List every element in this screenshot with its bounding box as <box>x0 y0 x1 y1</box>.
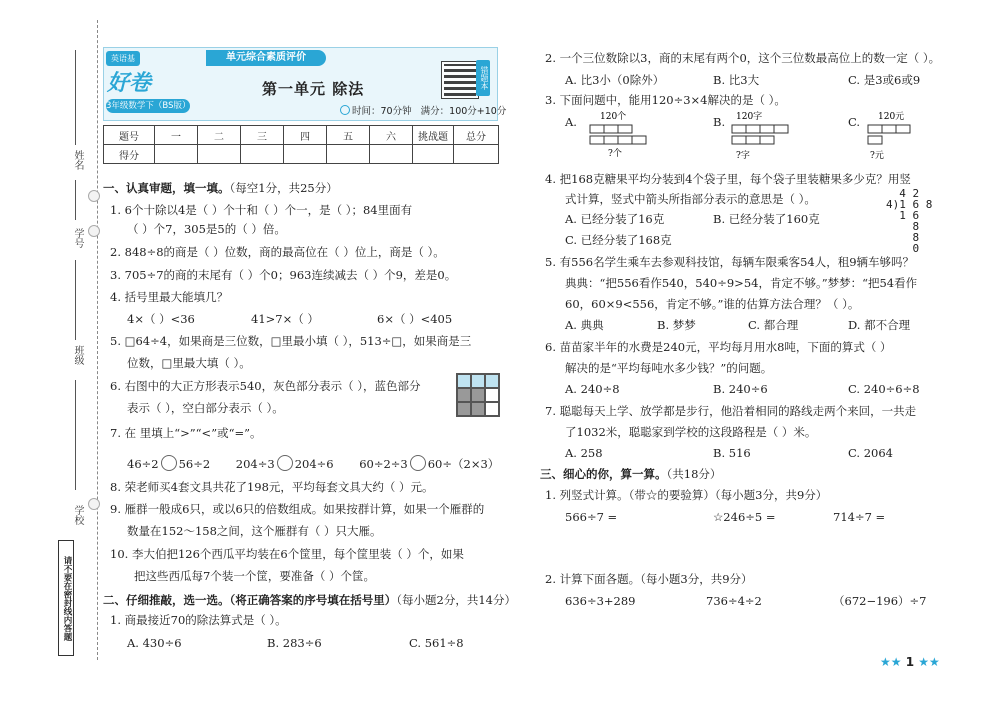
page-number-text: 1 <box>905 655 915 669</box>
section-3-heading <box>540 466 721 482</box>
choice-1-option-c: C. 561÷8 <box>409 636 464 650</box>
question-9b: 数量在152～158之间，这个雁群有（ ）只大雁。 <box>127 524 382 538</box>
clock-icon <box>340 105 350 115</box>
grid-cell-gray <box>457 388 471 402</box>
square-grid-figure <box>456 373 500 417</box>
score-input-cell[interactable] <box>454 145 499 164</box>
table-cell: 题号 <box>104 126 155 145</box>
grade-badge: 3年级数学下（BS版） <box>106 101 191 111</box>
score-table-header-row <box>104 126 499 145</box>
section-1-heading <box>103 180 338 196</box>
name-label: 姓名 <box>72 150 83 170</box>
grid-cell-blue <box>471 374 485 388</box>
class-line <box>75 380 76 490</box>
question-4c: 6×（ ）<405 <box>377 312 453 326</box>
compare-left: 60÷2÷3 <box>359 457 408 471</box>
score-input-cell[interactable] <box>241 145 284 164</box>
bar-diagram-top-label: 120个 <box>600 112 627 122</box>
section-title: 一、认真审题，填一填。 <box>103 181 230 195</box>
choice-3-option-b: B. <box>713 115 726 129</box>
seal-note: 请不要在密封线内答题 <box>58 540 74 656</box>
score-input-cell[interactable] <box>198 145 241 164</box>
long-division-line: 8 <box>886 231 920 244</box>
grid-cell-white <box>485 388 499 402</box>
section-note: （每空1分，共25分） <box>229 181 338 195</box>
score-input-cell[interactable] <box>155 145 198 164</box>
choice-7a: 7. 聪聪每天上学、放学都是步行，他沿着相同的路线走两个来回，一共走 <box>545 404 917 418</box>
grid-cell-blue <box>485 374 499 388</box>
choice-2: 2. 一个三位数除以3，商的末尾有两个0，这个三位数最高位上的数一定（ ）。 <box>545 51 941 65</box>
compare-circle[interactable] <box>161 455 177 471</box>
compare-left: 204÷3 <box>235 457 275 471</box>
section-note: （每小题2分，共14分） <box>396 593 516 607</box>
table-cell: 四 <box>284 126 327 145</box>
question-7-compare-row <box>127 455 499 471</box>
choice-5-option-c: C. 都合理 <box>748 318 799 332</box>
long-division-line: 8 <box>886 220 920 233</box>
problem-1b: ☆246÷5 = <box>713 510 776 524</box>
class-label: 班级 <box>72 345 83 365</box>
compare-right: 60÷（2×3） <box>427 457 500 471</box>
compare-right: 56÷2 <box>178 457 211 471</box>
evaluation-banner: 单元综合素质评价 <box>206 50 326 66</box>
binding-hole <box>88 498 100 510</box>
long-division-line: 4 2 <box>886 187 920 200</box>
section-2-heading <box>103 592 516 608</box>
choice-5a: 5. 有556名学生乘车去参观科技馆，每辆车限乘客54人，租9辆车够吗？ <box>545 255 915 269</box>
section-note: （共18分） <box>666 467 722 481</box>
grid-cell-gray <box>471 402 485 416</box>
table-cell: 一 <box>155 126 198 145</box>
time-text: 时间：70分钟 <box>352 106 412 117</box>
choice-6b: 解决的是“平均每吨水多少钱？”的问题。 <box>565 361 773 375</box>
score-input-cell[interactable] <box>370 145 413 164</box>
grid-cell-white <box>485 402 499 416</box>
question-7: 7. 在 里填上“>”“<”或“=”。 <box>110 426 262 440</box>
question-3: 3. 705÷7的商的末尾有（ ）个0；963连续减去（ ）个9，差是0。 <box>110 268 457 282</box>
choice-4b: 式计算，竖式中箭头所指部分表示的意思是（ ）。 <box>565 192 816 206</box>
problem-1: 1. 列竖式计算。（带☆的要验算）（每小题3分，共9分） <box>545 488 828 502</box>
page-number <box>880 655 940 669</box>
star-icon: ★★ <box>880 655 902 669</box>
section-title: 三、细心的你，算一算。 <box>540 467 667 481</box>
section-title: 二、仔细推敲，选一选。（将正确答案的序号填在括号里） <box>103 593 397 607</box>
table-cell: 二 <box>198 126 241 145</box>
bar-diagram-b <box>730 108 806 163</box>
grid-cell-gray <box>457 402 471 416</box>
choice-7-option-a: A. 258 <box>565 446 603 460</box>
score-input-cell[interactable] <box>327 145 370 164</box>
choice-6-option-b: B. 240÷6 <box>713 382 768 396</box>
choice-2-option-b: B. 比3大 <box>713 73 760 87</box>
choice-4-option-a: A. 已经分装了16克 <box>565 212 665 226</box>
binding-hole <box>88 190 100 202</box>
compare-circle[interactable] <box>277 455 293 471</box>
question-8: 8. 荣老师买4套文具共花了198元，平均每套文具大约（ ）元。 <box>110 480 434 494</box>
table-cell: 五 <box>327 126 370 145</box>
compare-right: 204÷6 <box>294 457 334 471</box>
grid-cell-blue <box>457 374 471 388</box>
binding-hole <box>88 225 100 237</box>
student-no-label: 学号 <box>72 228 83 248</box>
choice-5c: 60，60×9<556，肯定不够。”谁的估算方法合理？（ ）。 <box>565 297 860 311</box>
choice-6a: 6. 苗苗家半年的水费是240元，平均每月用水8吨，下面的算式（ ） <box>545 340 892 354</box>
table-cell: 挑战题 <box>413 126 454 145</box>
long-division-line: 1 6 <box>886 209 920 222</box>
long-division <box>886 188 932 254</box>
question-4b: 41>7×（ ） <box>251 312 319 326</box>
choice-1: 1. 商最接近70的除法算式是（ ）。 <box>110 613 287 627</box>
grid-cell-gray <box>471 388 485 402</box>
question-10b: 把这些西瓜每7个装一个筐，要准备（ ）个筐。 <box>134 569 375 583</box>
star-icon: ★★ <box>918 655 940 669</box>
unit-title: 第一单元 除法 <box>262 80 365 98</box>
choice-5-option-d: D. 都不合理 <box>848 318 911 332</box>
bar-diagram-bottom-label: ?字 <box>736 151 750 161</box>
question-4a: 4×（ ）<36 <box>127 312 195 326</box>
choice-4-option-b: B. 已经分装了160克 <box>713 212 820 226</box>
choice-7-option-c: C. 2064 <box>848 446 893 460</box>
question-1b: （ ）个7，305是5的（ ）倍。 <box>127 222 286 236</box>
problem-2: 2. 计算下面各题。（每小题3分，共9分） <box>545 572 753 586</box>
score-input-cell[interactable] <box>284 145 327 164</box>
question-9a: 9. 雁群一般成6只，或以6只的倍数组成。如果按群计算，如果一个雁群的 <box>110 502 485 516</box>
bar-diagram-bottom-label: ?元 <box>870 151 884 161</box>
score-total: 满分：100分+10分 <box>420 106 507 117</box>
question-6a: 6. 右图中的大正方形表示540，灰色部分表示（ ），蓝色部分 <box>110 379 421 393</box>
bar-diagram-bottom-label: ?个 <box>608 149 622 158</box>
long-division-line: 0 <box>886 242 920 255</box>
problem-2c: （672−196）÷7 <box>833 594 927 608</box>
school-label: 学校 <box>72 505 83 525</box>
question-10a: 10. 李大伯把126个西瓜平均装在6个筐里，每个筐里装（ ）个，如果 <box>110 547 464 561</box>
question-4: 4. 括号里最大能填几？ <box>110 290 229 304</box>
publisher-badge: 英语基 <box>106 51 140 66</box>
bar-diagram-a <box>588 108 664 158</box>
problem-2a: 636÷3+289 <box>565 594 636 608</box>
choice-6-option-c: C. 240÷6÷8 <box>848 382 920 396</box>
qr-code-icon <box>442 62 478 98</box>
choice-4a: 4. 把168克糖果平均分装到4个袋子里，每个袋子里装糖果多少克？用竖 <box>545 172 911 186</box>
time-info <box>340 103 506 117</box>
choice-7-option-b: B. 516 <box>713 446 751 460</box>
choice-1-option-b: B. 283÷6 <box>267 636 322 650</box>
bar-diagram-top-label: 120元 <box>878 112 905 122</box>
bar-diagram-top-label: 120字 <box>736 112 763 122</box>
choice-2-option-c: C. 是3或6或9 <box>848 73 921 87</box>
name-line-2 <box>75 180 76 220</box>
bar-diagram-c <box>866 108 942 163</box>
choice-7b: 了1032米，聪聪家到学校的这段路程是（ ）米。 <box>565 425 817 439</box>
choice-3-option-c: C. <box>848 115 861 129</box>
choice-5b: 典典：“把556看作540，540÷9>54，肯定不够。”梦梦：“把54看作 <box>565 276 918 290</box>
table-cell: 六 <box>370 126 413 145</box>
choice-1-option-a: A. 430÷6 <box>127 636 182 650</box>
long-division-line: 4)1 6 8 <box>886 198 933 211</box>
problem-1a: 566÷7 = <box>565 510 618 524</box>
problem-2b: 736÷4÷2 <box>706 594 762 608</box>
question-5b: 位数，□里最大填（ ）。 <box>127 356 251 370</box>
compare-left: 46÷2 <box>127 457 159 471</box>
table-cell: 三 <box>241 126 284 145</box>
question-6b: 表示（ ），空白部分表示（ ）。 <box>127 401 284 415</box>
question-5a: 5. □64÷4，如果商是三位数，□里最小填（ ），513÷□，如果商是三 <box>110 334 472 348</box>
question-2: 2. 848÷8的商是（ ）位数，商的最高位在（ ）位上，商是（ ）。 <box>110 245 445 259</box>
score-input-cell[interactable] <box>413 145 454 164</box>
table-cell: 得分 <box>104 145 155 164</box>
question-1a: 1. 6个十除以4是（ ）个十和（ ）个一，是（ ）；84里面有 <box>110 203 413 217</box>
choice-5-option-a: A. 典典 <box>565 318 604 332</box>
table-cell: 总分 <box>454 126 499 145</box>
student-no-line <box>75 260 76 340</box>
logo: 好卷 <box>107 71 152 96</box>
choice-4-option-c: C. 已经分装了168克 <box>565 233 672 247</box>
name-line <box>75 50 76 145</box>
problem-1c: 714÷7 = <box>833 510 886 524</box>
score-table <box>103 125 499 164</box>
choice-3-option-a: A. <box>565 115 577 129</box>
choice-3: 3. 下面问题中，能用120÷3×4解决的是（ ）。 <box>545 93 786 107</box>
choice-5-option-b: B. 梦梦 <box>657 318 696 332</box>
choice-2-option-a: A. 比3小（0除外） <box>565 73 665 87</box>
compare-circle[interactable] <box>410 455 426 471</box>
error-book-tag: 错题本 <box>476 60 490 96</box>
score-table-score-row <box>104 145 499 164</box>
binding-dashed-line <box>97 20 98 660</box>
choice-6-option-a: A. 240÷8 <box>565 382 620 396</box>
